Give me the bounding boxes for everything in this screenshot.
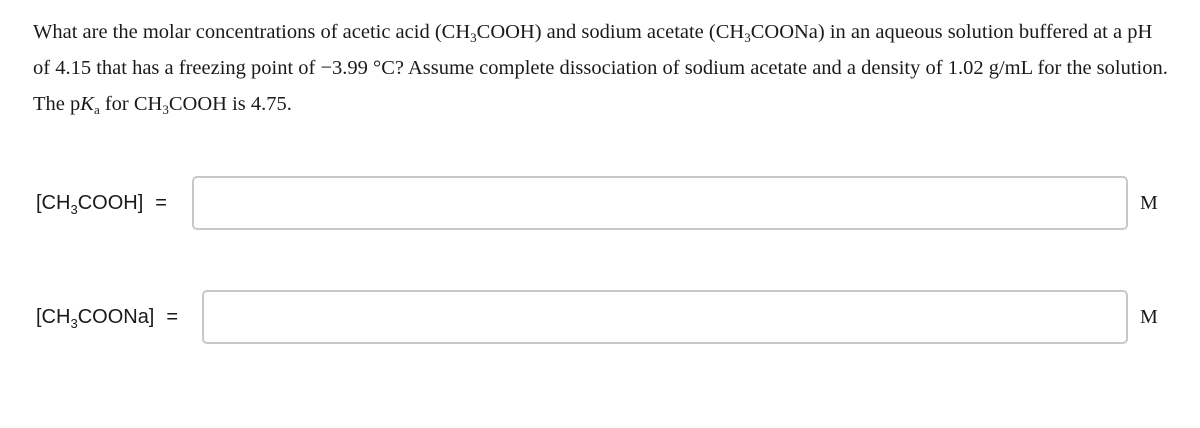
question-part: COONa) in an aqueous solution buffered at a pH of 4.15 that has a freezing point of −3.99 °C? Assume complete dissociation of sodium acetate and a density of 1.02 g/mL for the solution. The p bbox=[33, 21, 1168, 115]
equals-sign: = bbox=[166, 306, 179, 328]
acetic-acid-concentration-input[interactable] bbox=[192, 176, 1128, 230]
question-part: COOH is 4.75. bbox=[168, 93, 292, 115]
question-part: for CH bbox=[99, 93, 163, 115]
label-part: [CH bbox=[36, 306, 71, 328]
subscript: 3 bbox=[162, 102, 169, 117]
sodium-acetate-label bbox=[36, 304, 178, 330]
label-part: [CH bbox=[36, 192, 71, 214]
question-text bbox=[33, 14, 1173, 122]
subscript: 3 bbox=[70, 202, 78, 217]
subscript: 3 bbox=[70, 316, 78, 331]
answer-row-acetic-acid bbox=[0, 176, 1200, 230]
subscript: 3 bbox=[470, 30, 477, 45]
label-part: COONa] bbox=[77, 306, 155, 328]
question-part: COOH) and sodium acetate (CH bbox=[476, 21, 745, 43]
sodium-acetate-concentration-input[interactable] bbox=[202, 290, 1128, 344]
subscript: a bbox=[93, 102, 100, 117]
answer-row-sodium-acetate bbox=[0, 290, 1200, 344]
acetic-acid-label bbox=[36, 190, 167, 216]
pka-symbol: K bbox=[80, 93, 94, 115]
label-part: COOH] bbox=[77, 192, 144, 214]
question-part: What are the molar concentrations of acetic acid (CH bbox=[33, 21, 471, 43]
unit-label: M bbox=[1140, 306, 1158, 328]
equals-sign: = bbox=[155, 192, 167, 214]
unit-label: M bbox=[1140, 192, 1158, 214]
subscript: 3 bbox=[744, 30, 751, 45]
